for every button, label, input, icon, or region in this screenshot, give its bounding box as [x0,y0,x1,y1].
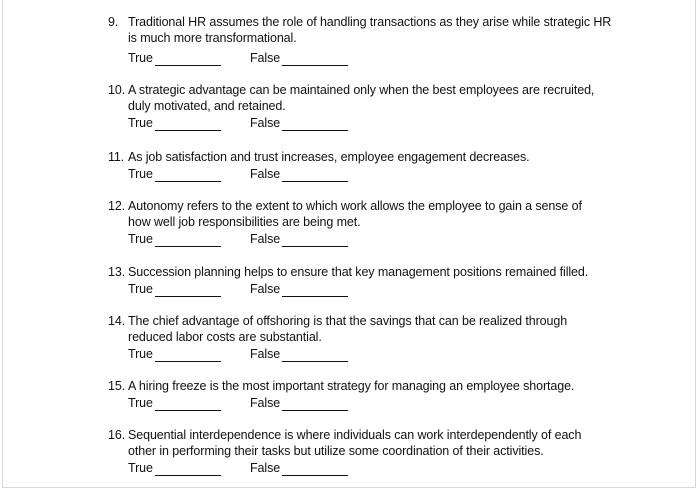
true-blank[interactable] [155,283,221,297]
true-option [128,231,221,247]
question-line: Succession planning helps to ensure that key management positions remained filled. [128,265,589,279]
question-line: how well job responsibilities are being met. [128,215,361,229]
false-blank[interactable] [282,283,348,297]
false-blank[interactable] [282,168,348,182]
question-line: A hiring freeze is the most important strategy for managing an employee shortage. [128,379,575,393]
true-blank[interactable] [155,117,221,131]
true-label: True [128,461,153,475]
question-text [128,198,628,230]
false-label: False [250,167,281,181]
true-blank[interactable] [155,348,221,362]
question-text [128,313,628,345]
question-number: 11. [108,150,125,164]
answer-row [128,166,388,182]
false-option [250,231,348,247]
true-label: True [128,232,153,246]
false-option [250,115,348,131]
question-line: duly motivated, and retained. [128,99,286,113]
question-number: 15. [108,379,126,393]
false-label: False [250,282,281,296]
question-line: Traditional HR assumes the role of handling transactions as they arise while strategic HR [128,15,612,29]
question-line: reduced labor costs are substantial. [128,330,322,344]
true-option [128,281,221,297]
false-blank[interactable] [282,233,348,247]
question-number: 14. [108,314,126,328]
false-blank[interactable] [282,348,348,362]
false-label: False [250,461,281,475]
question-line: Autonomy refers to the extent to which work allows the employee to gain a sense of [128,199,582,213]
true-label: True [128,282,153,296]
false-blank[interactable] [282,462,348,476]
question-text [128,149,628,165]
question-line: other in performing their tasks but utilize some coordination of their activities. [128,444,544,458]
answer-row [128,115,388,131]
answer-row [128,346,388,362]
true-blank[interactable] [155,233,221,247]
false-option [250,460,348,476]
false-label: False [250,116,281,130]
false-label: False [250,396,281,410]
question-number: 10. [108,83,126,97]
true-blank[interactable] [155,397,221,411]
true-option [128,115,221,131]
question-number: 16. [108,428,126,442]
question-text [128,82,628,114]
question-number: 12. [108,199,126,213]
question-line: A strategic advantage can be maintained only when the best employees are recruited, [128,83,595,97]
true-blank[interactable] [155,52,221,66]
question-line: The chief advantage of offshoring is that the savings that can be realized through [128,314,568,328]
false-label: False [250,347,281,361]
false-option [250,281,348,297]
true-option [128,50,221,66]
question-text [128,427,628,459]
question-number: 13. [108,265,126,279]
question-line: As job satisfaction and trust increases, employee engagement decreases. [128,150,530,164]
question-number: 9. [108,15,119,29]
answer-row [128,50,388,66]
false-blank[interactable] [282,52,348,66]
answer-row [128,460,388,476]
true-label: True [128,116,153,130]
true-option [128,395,221,411]
question-line: Sequential interdependence is where individuals can work interdependently of each [128,428,582,442]
true-label: True [128,51,153,65]
false-blank[interactable] [282,397,348,411]
false-option [250,50,348,66]
true-label: True [128,396,153,410]
false-label: False [250,232,281,246]
true-blank[interactable] [155,168,221,182]
true-option [128,346,221,362]
false-option [250,346,348,362]
answer-row [128,231,388,247]
false-blank[interactable] [282,117,348,131]
question-text [128,14,628,46]
answer-row [128,281,388,297]
false-option [250,395,348,411]
true-label: True [128,167,153,181]
question-line: is much more transformational. [128,31,297,45]
true-option [128,166,221,182]
answer-row [128,395,388,411]
question-text [128,264,628,280]
true-option [128,460,221,476]
true-label: True [128,347,153,361]
false-label: False [250,51,281,65]
question-text [128,378,628,394]
true-blank[interactable] [155,462,221,476]
false-option [250,166,348,182]
